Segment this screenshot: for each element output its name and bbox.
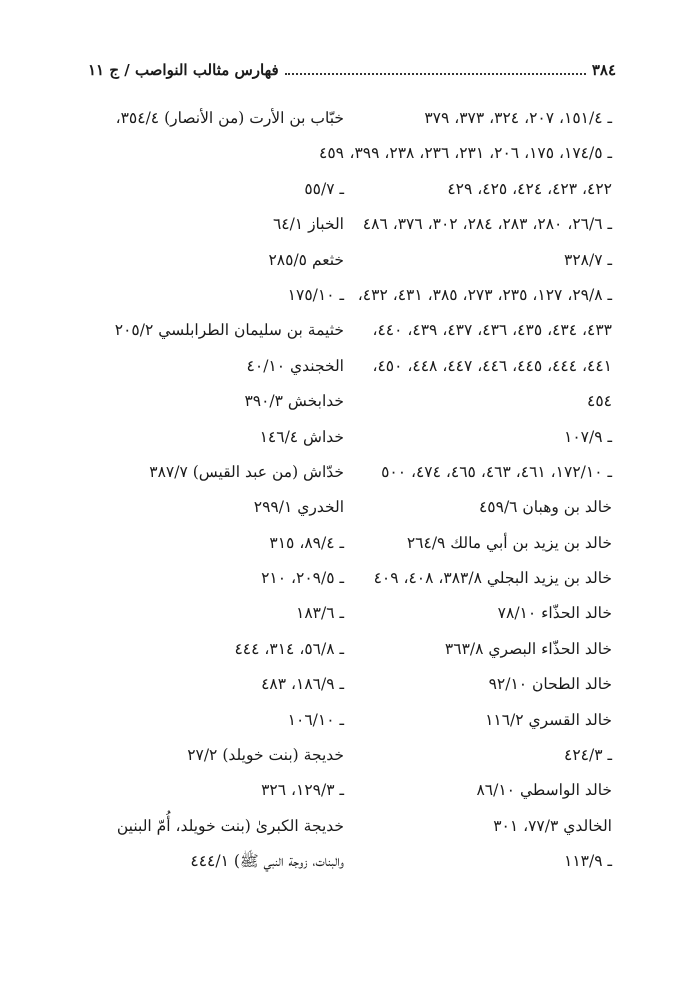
index-entry: خبّاب بن الأرت (من الأنصار) ٣٥٤/٤، — [115, 109, 344, 127]
index-entry: خثعم ٢٨٥/٥ — [268, 250, 344, 269]
index-entry: ـ ٢٩/٨، ١٢٧، ٢٣٥، ٢٧٣، ٣٨٥، ٤٣١، ٤٣٢، — [357, 285, 612, 304]
index-entry: الخجندي ٤٠/١٠ — [246, 356, 344, 375]
index-entry: خالد بن يزيد البجلي ٣٨٣/٨، ٤٠٨، ٤٠٩ — [373, 569, 612, 588]
index-entry: ٤٥٤ — [587, 392, 612, 411]
index-entry: ـ ١١٣/٩ — [564, 852, 612, 871]
page-number: ٣٨٤ — [591, 61, 616, 79]
index-entry: ـ ١٧٥/١٠ — [287, 285, 344, 304]
index-entry: ـ ١٠٧/٩ — [564, 427, 612, 446]
index-entry: خدابخش ٣٩٠/٣ — [244, 392, 344, 411]
index-entry: خالد بن وهبان ٤٥٩/٦ — [478, 498, 612, 517]
index-entry: خالد بن يزيد بن أبي مالك ٢٦٤/٩ — [406, 533, 612, 552]
index-entry: خثيمة بن سليمان الطرابلسي ٢٠٥/٢ — [114, 321, 344, 340]
index-entry: الخباز ٦٤/١ — [272, 215, 344, 234]
index-entry: ـ ٨٩/٤، ٣١٥ — [269, 533, 344, 552]
index-column-left — [82, 104, 344, 883]
index-entry: الخالدي ٧٧/٣، ٣٠١ — [493, 816, 612, 835]
index-entry: ٤٤١، ٤٤٤، ٤٤٥، ٤٤٦، ٤٤٧، ٤٤٨، ٤٥٠، — [372, 356, 612, 375]
index-entry: ـ ٤٢٤/٣ — [564, 746, 612, 765]
index-entry: ـ ١٨٣/٦ — [296, 604, 344, 623]
index-entry: ـ ١٧٢/١٠، ٤٦١، ٤٦٣، ٤٦٥، ٤٧٤، ٥٠٠ — [381, 462, 612, 481]
index-entry: ـ ١٢٩/٣، ٣٢٦ — [261, 781, 344, 800]
index-entry: خالد القسري ١١٦/٢ — [485, 710, 612, 729]
index-entry: ٤٣٣، ٤٣٤، ٤٣٥، ٤٣٦، ٤٣٧، ٤٣٩، ٤٤٠، — [372, 321, 612, 340]
page-header — [88, 56, 616, 84]
index-entry: ٤٥٩ — [319, 144, 344, 163]
index-entry: خديجة الكبرىٰ (بنت خويلد، أُمّ البنين — [116, 816, 344, 835]
index-entry: خالد الحذّاء ٧٨/١٠ — [497, 604, 612, 623]
index-entry: ـ ٥٥/٧ — [304, 179, 344, 198]
index-entry: خديجة (بنت خويلد) ٢٧/٢ — [187, 746, 344, 765]
index-entry: ـ ١٨٦/٩، ٤٨٣ — [261, 675, 344, 694]
index-entry: ـ ١٧٤/٥، ١٧٥، ٢٠٦، ٢٣١، ٢٣٦، ٢٣٨، ٣٩٩، — [349, 144, 612, 163]
index-entry: ـ ١٥١/٤، ٢٠٧، ٣٢٤، ٣٧٣، ٣٧٩ — [424, 109, 612, 127]
index-entry: خالد الواسطي ٨٦/١٠ — [476, 781, 612, 800]
index-entry: خدّاش (من عبد القيس) ٣٨٧/٧ — [149, 462, 344, 481]
index-entry: والبنات، زوجة النبي ﷺ) ٤٤٤/١ — [190, 852, 344, 871]
index-entry: خالد الحذّاء البصري ٣٦٣/٨ — [444, 639, 612, 658]
header-dotted-leader — [285, 73, 586, 75]
index-entry: خداش ١٤٦/٤ — [259, 427, 344, 446]
index-entry: ـ ٥٦/٨، ٣١٤، ٤٤٤ — [234, 639, 344, 658]
index-entry: الخدري ٢٩٩/١ — [253, 498, 344, 517]
index-entry: ـ ١٠٦/١٠ — [287, 710, 344, 729]
index-column-right — [349, 104, 612, 883]
index-entry: ـ ٢٠٩/٥، ٢١٠ — [261, 569, 344, 588]
index-entry: ـ ٣٢٨/٧ — [564, 250, 612, 269]
index-entry: ٤٢٢، ٤٢٣، ٤٢٤، ٤٢٥، ٤٢٩ — [447, 179, 612, 198]
index-entry: ـ ٢٦/٦، ٢٨٠، ٢٨٣، ٢٨٤، ٣٠٢، ٣٧٦، ٤٨٦ — [362, 215, 612, 234]
running-title: فهارس مثالب النواصب / ج ١١ — [88, 61, 279, 79]
index-entry: خالد الطحان ٩٢/١٠ — [488, 675, 612, 694]
